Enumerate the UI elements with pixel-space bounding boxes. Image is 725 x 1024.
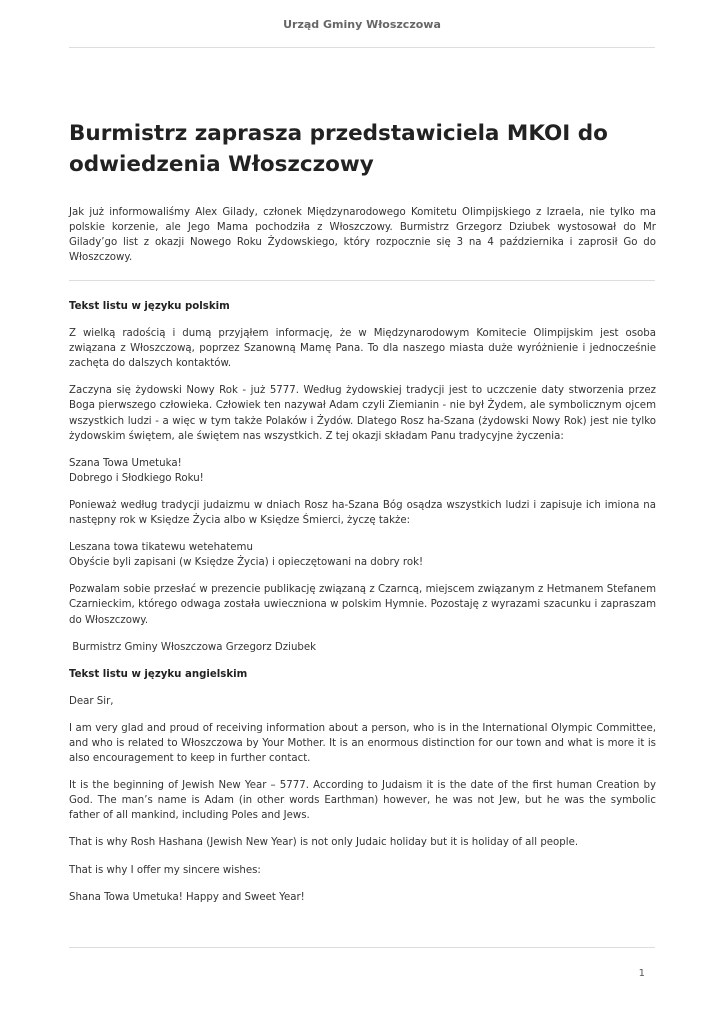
- polish-paragraph-4: Pozwalam sobie przesłać w prezencie publikację związaną z Czarncą, miejscem związanym z Hetmanem Stefanem Czarnieckim, którego odwaga została uwieczniona w polskim Hymnie. Pozostaję z wyrazami szacunku i zapraszam do Włoszczowy.: [69, 584, 656, 626]
- polish-wishes-2: [69, 540, 656, 570]
- article-title: Burmistrz zaprasza przedstawiciela MKOI do odwiedzenia Włoszczowy: [69, 121, 608, 177]
- wish-line: Szana Towa Umetuka!: [69, 457, 182, 469]
- polish-wishes-1: [69, 456, 656, 486]
- polish-signature: Burmistrz Gminy Włoszczowa Grzegorz Dziubek: [69, 641, 317, 653]
- english-paragraph-1: I am very glad and proud of receiving information about a person, who is in the International Olympic Committee, and who is related to Włoszczowa by Your Mother. It is an enormous distinction for our town and what is more it is also encouragement to keep in further contact.: [69, 722, 656, 765]
- polish-letter-heading: Tekst listu w języku polskim: [69, 301, 230, 312]
- english-paragraph-2: It is the beginning of Jewish New Year – 5777. According to Judaism it is the date of the first human Creation by God. The man’s name is Adam (in other words Earthman) however, he was not Jew, but he was the symbolic father of all mankind, including Poles and Jews.: [69, 780, 656, 822]
- footer-divider: [69, 947, 655, 948]
- wish-line: Obyście byli zapisani (w Księdze Życia) i opieczętowani na dobry rok!: [69, 557, 424, 569]
- english-paragraph-4: That is why I offer my sincere wishes:: [69, 864, 261, 876]
- english-greeting: Dear Sir,: [69, 695, 114, 707]
- wish-line: Leszana towa tikatewu wetehatemu: [69, 542, 253, 554]
- english-letter-heading: Tekst listu w języku angielskim: [69, 668, 248, 680]
- site-name: Urząd Gminy Włoszczowa: [283, 18, 441, 31]
- page-header: [69, 0, 655, 48]
- article-body: [69, 299, 656, 917]
- article-lead: Jak już informowaliśmy Alex Gilady, członek Międzynarodowego Komitetu Olimpijskiego z Izraela, nie tylko ma polskie korzenie, ale Jego Mama pochodziła z Włoszczowy. Burmistrz Grzegorz Dziubek wystosował do Mr Gilady’go list z okazji Nowego Roku Żydowskiego, który rozpocznie się 3 na 4 października i zaprosił Go do Włoszczowy.: [69, 207, 656, 264]
- english-paragraph-3: That is why Rosh Hashana (Jewish New Year) is not only Judaic holiday but it is holiday of all people.: [69, 837, 579, 849]
- polish-paragraph-1: Z wielką radością i dumą przyjąłem informację, że w Międzynarodowym Komitecie Olimpijskim jest osoba związana z Włoszczową, poprzez Szanowną Mamę Pana. To dla naszego miasta duże wyróżnienie i jednocześnie zachęta do dalszych kontaktów.: [69, 328, 656, 370]
- polish-paragraph-2: Zaczyna się żydowski Nowy Rok - już 5777. Według żydowskiej tradycji jest to uczczenie daty stworzenia przez Boga pierwszego człowieka. Człowiek ten nazywał Adam czyli Ziemianin - nie był Żydem, ale symbolicznym ojcem wszystkich ludzi - a więc w tym także Polaków i Żydów. Dlatego Rosz ha-Szana (żydowski Nowy Rok) jest nie tylko żydowskim świętem, ale świętem nas wszystkich. Z tej okazji składam Panu tradycyjne życzenia:: [69, 385, 656, 442]
- section-divider: [69, 280, 655, 281]
- wish-line: Dobrego i Słodkiego Roku!: [69, 472, 204, 484]
- page-number: 1: [638, 968, 645, 979]
- polish-paragraph-3: Ponieważ według tradycji judaizmu w dniach Rosz ha-Szana Bóg osądza wszystkich ludzi i zapisuje ich imiona na następny rok w Księdze Życia albo w Księdze Śmierci, życzę także:: [69, 499, 656, 527]
- english-paragraph-5: Shana Towa Umetuka! Happy and Sweet Year!: [69, 891, 305, 903]
